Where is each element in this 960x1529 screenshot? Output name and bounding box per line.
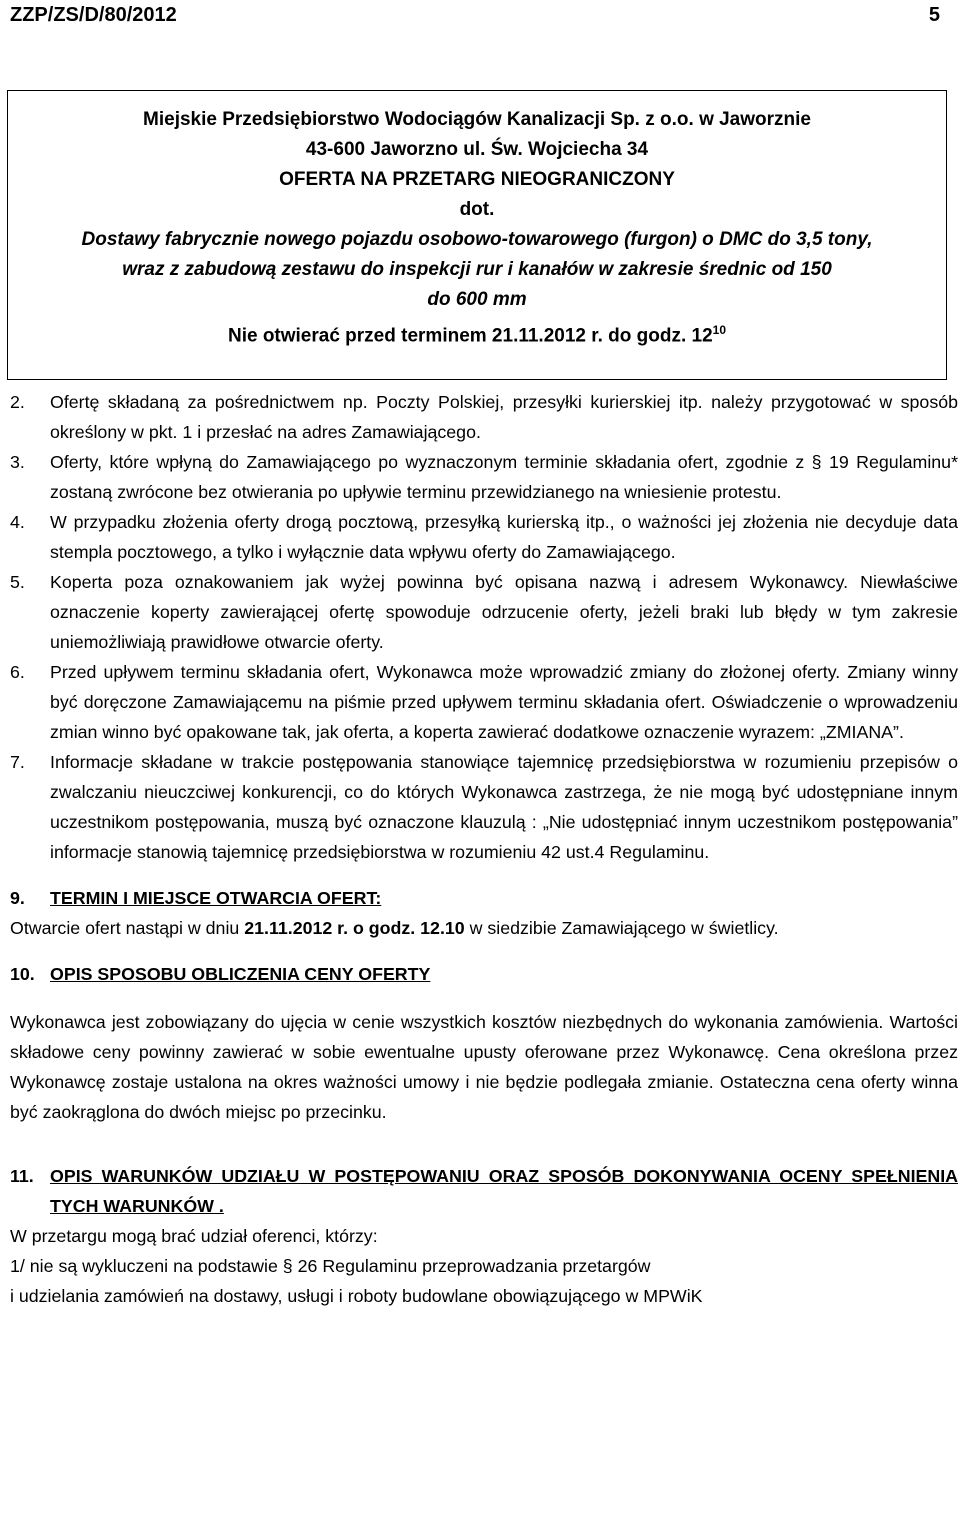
section-10-text: Wykonawca jest zobowiązany do ujęcia w cenie wszystkich kosztów niezbędnych do wykonania zamówienia. Wartości składowe ceny powinny zawierać w sobie ewentualne upusty oferowane przez Wykonawcę. Cena określona przez Wykonawcę zostaje ustalona na okres ważności umowy i nie będzie podlegała zmianie. Ostateczna cena oferty winna być zaokrąglona do dwóch miejsc po przecinku. [10, 1012, 958, 1122]
section-10-heading: 10. OPIS SPOSOBU OBLICZENIA CENY OFERTY [10, 964, 431, 984]
box-subject-line3: do 600 mm [427, 289, 527, 310]
section-11-text-2: 1/ nie są wykluczeni na podstawie § 26 Regulaminu przeprowadzania przetargów [10, 1256, 651, 1276]
section-9-text: Otwarcie ofert nastąpi w dniu 21.11.2012 r. o godz. 12.10 w siedzibie Zamawiającego w świetlicy. [10, 918, 779, 938]
box-offer-title: OFERTA NA PRZETARG NIEOGRANICZONY [279, 169, 675, 190]
box-subject-line2: wraz z zabudową zestawu do inspekcji rur i kanałów w zakresie średnic od 150 [122, 259, 832, 280]
section-9-heading: 9. TERMIN I MIEJSCE OTWARCIA OFERT: [10, 888, 382, 908]
box-dot: dot. [459, 199, 495, 220]
list-item: 6. Przed upływem terminu składania ofert, Wykonawca może wprowadzić zmiany do złożonej oferty. Zmiany winny być doręczone Zamawiającemu na piśmie przed upływem terminu składania ofert. Oświadczenie o wprowadzeniu zmian winno być opakowane tak, jak oferta, a koperta zawierać dodatkowe oznaczenie wyrazem: „ZMIANA”. [10, 662, 958, 742]
box-subject-line1: Dostawy fabrycznie nowego pojazdu osobowo-towarowego (furgon) o DMC do 3,5 tony, [81, 229, 873, 250]
page-header [10, 4, 940, 30]
box-company: Miejskie Przedsiębiorstwo Wodociągów Kanalizacji Sp. z o.o. w Jaworznie [143, 109, 811, 130]
list-item: 4. W przypadku złożenia oferty drogą pocztową, przesyłką kurierską itp., o ważności jej złożenia nie decyduje data stempla pocztowego, a tylko i wyłącznie data wpływu oferty do Zamawiającego. [10, 512, 958, 562]
list-item: 7. Informacje składane w trakcie postępowania stanowiące tajemnicę przedsiębiorstwa w rozumieniu przepisów o zwalczaniu nieuczciwej konkurencji, co do których Wykonawca zastrzega, że nie mogą być udostępniane innym uczestnikom postępowania, muszą być oznaczone klauzulą : „Nie udostępniać innym uczestnikom postępowania” informacje stanowią tajemnicę przedsiębiorstwa w rozumieniu 42 ust.4 Regulaminu. [10, 752, 958, 862]
document-reference: ZZP/ZS/D/80/2012 [10, 4, 177, 26]
section-11-text-1: W przetargu mogą brać udział oferenci, którzy: [10, 1226, 378, 1246]
page-number: 5 [928, 4, 940, 26]
list-item: 5. Koperta poza oznakowaniem jak wyżej powinna być opisana nazwą i adresem Wykonawcy. Niewłaściwe oznaczenie koperty zawierającej ofertę spowoduje odrzucenie oferty, jeżeli braki lub błędy w tym zakresie uniemożliwiają prawidłowe otwarcie oferty. [10, 572, 958, 652]
document-body [10, 387, 958, 1311]
envelope-label-box [7, 90, 947, 380]
box-deadline: Nie otwierać przed terminem 21.11.2012 r. do godz. $12^{10}$ [227, 323, 727, 347]
section-11-text-3: i udzielania zamówień na dostawy, usługi i roboty budowlane obowiązującego w MPWiK [10, 1286, 703, 1306]
list-item: 2. Ofertę składaną za pośrednictwem np. Poczty Polskiej, przesyłki kurierskiej itp. należy przygotować w sposób określony w pkt. 1 i przesłać na adres Zamawiającego. [10, 392, 958, 442]
list-item: 3. Oferty, które wpłyną do Zamawiającego po wyznaczonym terminie składania ofert, zgodnie z § 19 Regulaminu* zostaną zwrócone bez otwierania po upływie terminu przewidzianego na wniesienie protestu. [10, 452, 958, 502]
section-11-heading: 11. OPIS WARUNKÓW UDZIAŁU W POSTĘPOWANIU ORAZ SPOSÓB DOKONYWANIA OCENY SPEŁNIENIA TYCH WARUNKÓW . [10, 1166, 958, 1216]
box-address: 43-600 Jaworzno ul. Św. Wojciecha 34 [305, 139, 649, 160]
